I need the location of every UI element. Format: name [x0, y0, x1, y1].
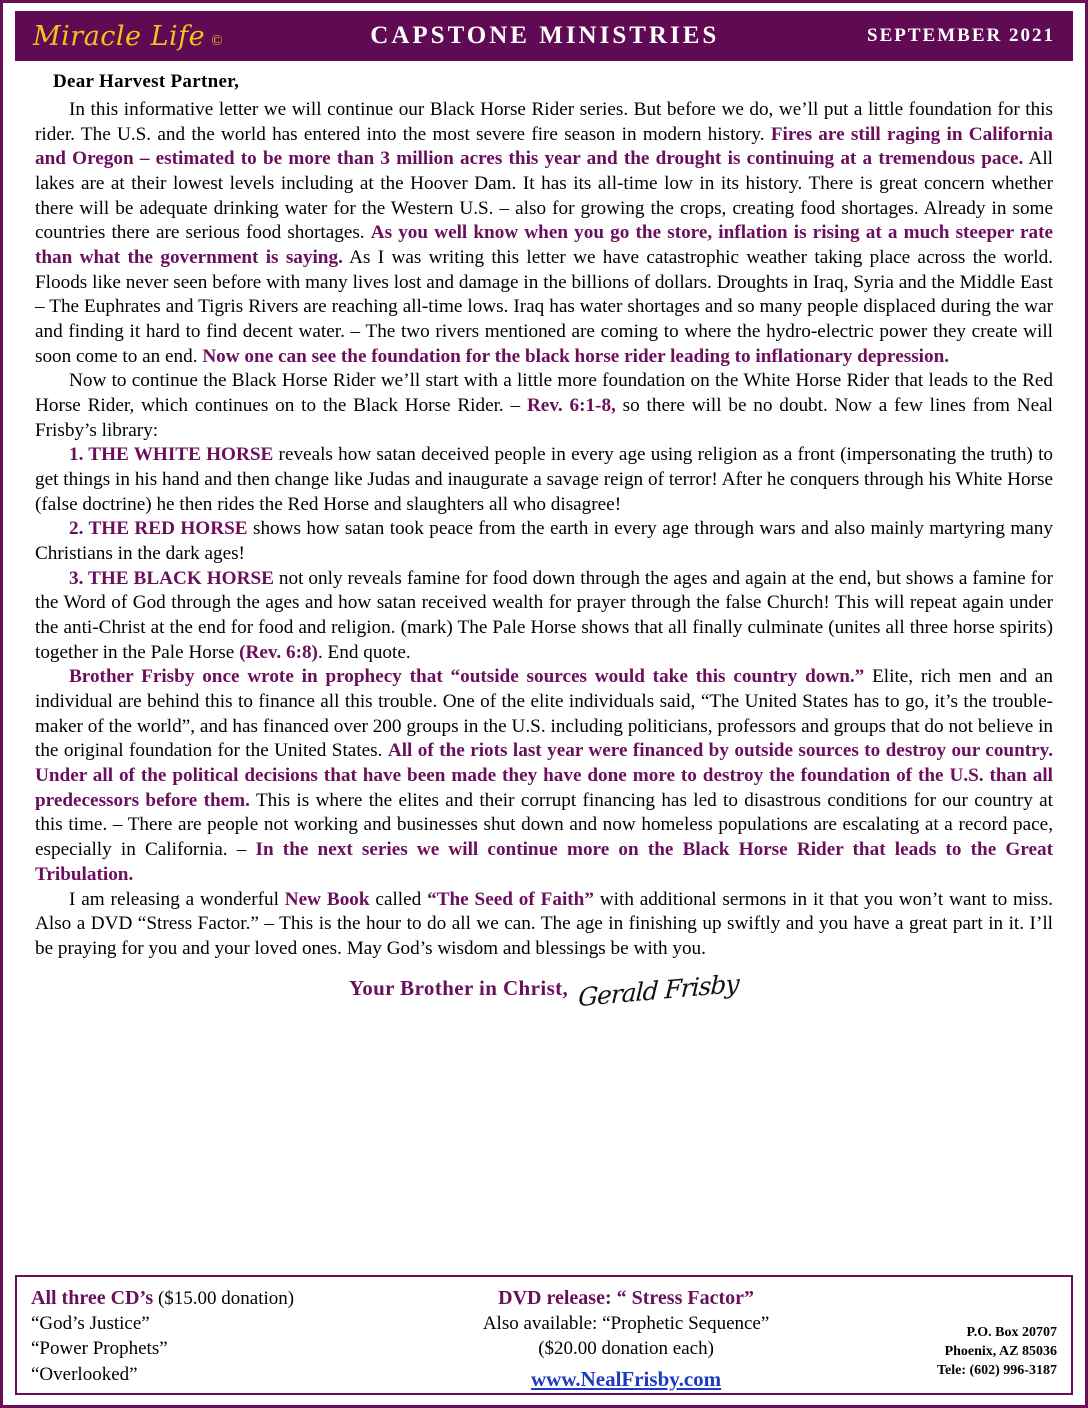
dvd-price: ($20.00 donation each) — [538, 1338, 714, 1360]
copyright-icon: © — [211, 32, 223, 49]
address-city-state: Phoenix, AZ 85036 — [944, 1344, 1057, 1360]
par6-text-b: This is where the elites and their corrupt financing has led to disastrous conditions for our country at this time. – There are people not working and businesses shut down and now homeless populations are escalating at a record pace, especially in California. – — [35, 789, 1053, 861]
par6-highlight-2: All of the riots last year were financed by outside sources to destroy our country. Under all of the political decisions that have been made they have done more to destroy the foundation of the U.S. than all predecessors before them. — [35, 740, 1053, 811]
brand — [33, 21, 223, 52]
paragraph-intro — [35, 98, 1053, 369]
paragraph-black-horse — [35, 567, 1053, 666]
page-header — [15, 11, 1073, 61]
par6-highlight-3: In the next series we will continue more on the Black Horse Rider that leads to the Great Tribulation. — [35, 839, 1053, 885]
cd-offer-title: All three CD’s — [31, 1287, 154, 1309]
red-horse-heading: 2. THE RED HORSE — [69, 518, 248, 540]
issue-date: SEPTEMBER 2021 — [867, 25, 1055, 46]
par2-text-b: so there will be no doubt. Now a few lines from Neal Frisby’s library: — [35, 395, 1054, 441]
paragraph-red-horse — [35, 517, 1053, 566]
par1-highlight-1: Fires are still raging in California and Oregon – estimated to be more than 3 million acres this year and the drought is continuing at a tremendous pace. — [35, 123, 1054, 170]
paragraph-white-horse — [35, 443, 1053, 517]
cd-offer-donation: ($15.00 donation) — [153, 1288, 295, 1309]
salutation: Dear Harvest Partner, — [53, 71, 240, 92]
par7-text-b: called — [369, 888, 428, 910]
paragraph-horse-intro — [35, 369, 1053, 443]
cd-item: “Overlooked” — [31, 1363, 138, 1385]
cd-item: “Power Prophets” — [31, 1338, 168, 1360]
cd-offer-heading — [31, 1285, 400, 1311]
par7-text-a: I am releasing a wonderful — [69, 888, 285, 910]
red-horse-text: shows how satan took peace from the earth in every age through wars and also mainly martyring many Christians in the dark ages! — [35, 518, 1053, 565]
paragraph-closing-offer — [35, 888, 1053, 962]
scripture-reference-rev6: Rev. 6:1-8, — [526, 395, 616, 417]
address-column — [852, 1324, 1057, 1385]
dvd-offer-column — [400, 1285, 851, 1391]
white-horse-text: reveals how satan deceived people in every age using religion as a front (impersonating the truth) to get things in his hand and then change like Judas and inaugurate a savage reign of terror! After he conquers through his White Horse (false doctrine) he then rides the Red Horse and slaughters all who disagree! — [35, 444, 1053, 515]
par1-text-c: As I was writing this letter we have catastrophic weather taking place across the world. Floods like never seen before with many lives lost and damage in the billions of dollars. Droughts in Iraq, Syria and the Middle East – The Euphrates and Tigris Rivers are reaching all-time lows. Iraq has water shortages and so many people displaced during the war and finding it hard to find decent water. – The two rivers mentioned are coming to where the hydro-electric power they create will soon come to an end. — [35, 247, 1054, 367]
par7-text-c: with additional sermons in it that you won’t want to miss. Also a DVD “Stress Factor.” – This is the hour to do all we can. The age in finishing up swiftly and you have a great part in it. I’ll be praying for you and your loved ones. May God’s wisdom and blessings be with you. — [35, 888, 1054, 959]
cd-item: “God’s Justice” — [31, 1313, 150, 1335]
signature-block — [35, 968, 1053, 1012]
offer-footer — [15, 1275, 1073, 1395]
par2-text-a: Now to continue the Black Horse Rider we’ll start with a little more foundation on the White Horse Rider that leads to the Red Horse Rider, which continues on to the Black Horse Rider. – — [35, 370, 1053, 417]
brand-name: Miracle Life — [33, 20, 206, 52]
paragraph-prophecy — [35, 665, 1053, 887]
address-po-box: P.O. Box 20707 — [966, 1325, 1057, 1341]
address-telephone: Tele: (602) 996-3187 — [936, 1363, 1057, 1379]
closing-text: Your Brother in Christ, — [348, 975, 569, 1000]
black-horse-text: not only reveals famine for food down through the ages and again at the end, but shows a famine for the Word of God through the ages and how satan received wealth for prayer through the false Church! This will repeat again under the anti-Christ at the end for food and religion. (mark) The Pale Horse shows that all finally culminate (unites all three horse spirits) together in the Pale Horse — [35, 567, 1053, 663]
book-title: “The Seed of Faith” — [427, 888, 594, 910]
new-book-label: New Book — [284, 888, 370, 910]
dvd-also-available: Also available: “Prophetic Sequence” — [482, 1313, 770, 1335]
dvd-offer-title: DVD release: “ Stress Factor” — [498, 1287, 754, 1309]
par1-highlight-3: Now one can see the foundation for the black horse rider leading to inflationary depression. — [202, 345, 950, 367]
signature-image: Gerald Frisby — [577, 968, 740, 1012]
website-link[interactable]: www.NealFrisby.com — [531, 1366, 722, 1391]
white-horse-heading: 1. THE WHITE HORSE — [69, 444, 274, 466]
par6-highlight-1: Brother Frisby once wrote in prophecy that “outside sources would take this country down.” — [69, 666, 865, 688]
par1-highlight-2: As you well know when you go the store, inflation is rising at a much steeper rate than what the government is saying. — [35, 222, 1053, 269]
letter-body — [15, 61, 1073, 1012]
black-horse-text-end: . End quote. — [317, 641, 411, 663]
black-horse-heading: 3. THE BLACK HORSE — [69, 567, 274, 589]
cd-offer-column — [31, 1285, 400, 1385]
par1-text-a: In this informative letter we will continue our Black Horse Rider series. But before we do, we’ll put a little foundation for this rider. The U.S. and the world has entered into the most severe fire season in modern history. — [35, 99, 1053, 145]
page-title: CAPSTONE MINISTRIES — [370, 22, 720, 49]
par6-text-a: Elite, rich men and an individual are behind this to finance all this trouble. One of the elite individuals said, “The United States has to go, it’s the trouble-maker of the world”, and has financed over 200 groups in the U.S. including politicians, professors and groups that do not believe in the original foundation for the United States. — [35, 666, 1053, 762]
par1-text-b: All lakes are at their lowest levels including at the Hoover Dam. It has its all-time low in its history. There is great concern whether there will be adequate drinking water for the Western U.S. – also for growing the crops, creating food shortages. Already in some countries there are serious food shortages. — [35, 148, 1053, 244]
scripture-reference-rev68: (Rev. 6:8) — [239, 641, 318, 663]
